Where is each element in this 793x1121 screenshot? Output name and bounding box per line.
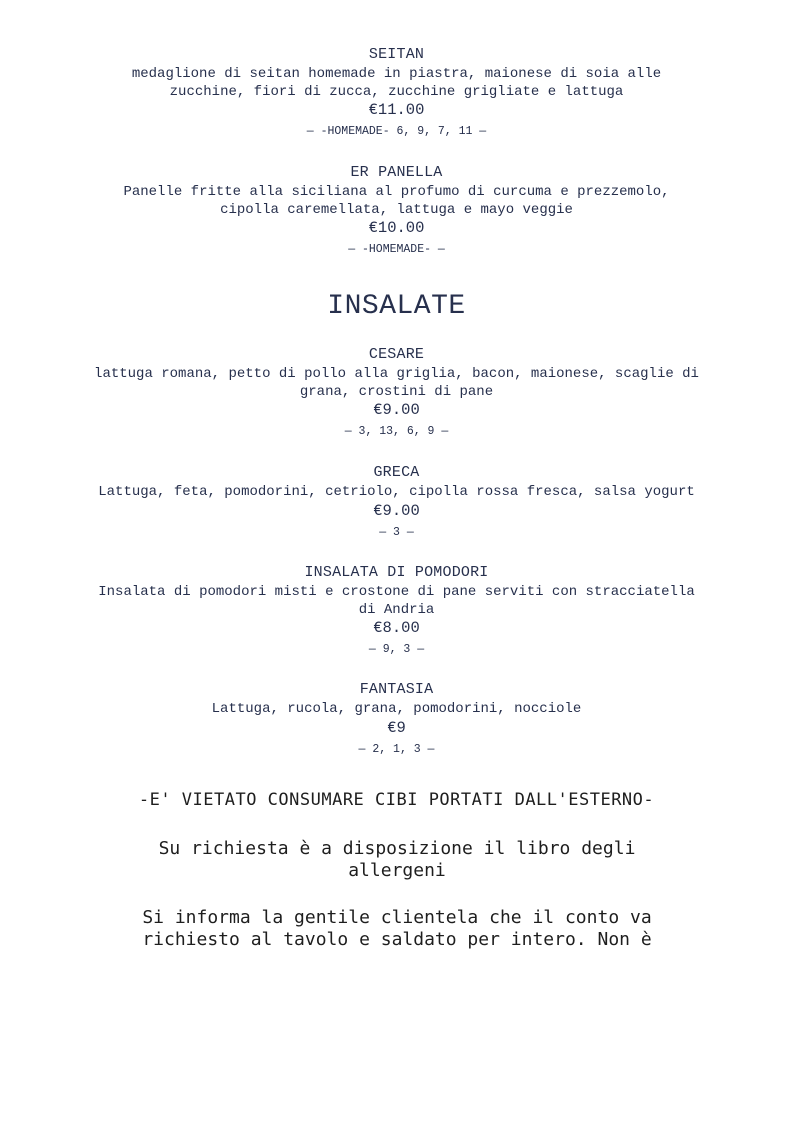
dish-name: FANTASIA [359, 681, 434, 698]
notice-no-outside-food: -E' VIETATO CONSUMARE CIBI PORTATI DALL'ESTERNO- [138, 790, 655, 810]
menu-item-cesare [90, 346, 703, 439]
menu-item-er-panella [90, 164, 703, 257]
dish-description: medaglione di seitan homemade in piastra, maionese di soia alle zucchine, fiori di zucca, zucchine grigliate e lattuga [131, 66, 662, 100]
dish-description: lattuga romana, petto di pollo alla griglia, bacon, maionese, scaglie di grana, crostini di pane [94, 366, 699, 400]
dish-name: INSALATA DI POMODORI [304, 564, 489, 581]
dish-price: €9.00 [373, 401, 420, 419]
dish-allergens: — 9, 3 — [368, 643, 425, 656]
dish-name: CESARE [368, 346, 425, 363]
dish-name: ER PANELLA [350, 164, 443, 181]
dish-name: GRECA [373, 464, 420, 481]
dish-allergens: — 3, 13, 6, 9 — [344, 425, 449, 438]
dish-description: Insalata di pomodori misti e crostone di pane serviti con stracciatella di Andria [98, 584, 695, 618]
dish-name: SEITAN [368, 46, 425, 63]
dish-price: €9 [387, 718, 406, 737]
menu-item-seitan [90, 46, 703, 139]
dish-price: €9.00 [373, 501, 420, 520]
menu-item-insalata-di-pomodori [90, 564, 703, 657]
dish-description: Lattuga, rucola, grana, pomodorini, nocciole [211, 701, 582, 717]
dish-description: Panelle fritte alla siciliana al profumo di curcuma e prezzemolo, cipolla caremellata, lattuga e mayo veggie [123, 184, 670, 218]
dish-price: €11.00 [368, 101, 425, 119]
dish-price: €8.00 [373, 619, 420, 637]
dish-description: Lattuga, feta, pomodorini, cetriolo, cipolla rossa fresca, salsa yogurt [98, 484, 695, 500]
menu-item-greca [90, 464, 703, 540]
dish-allergens: — -HOMEMADE- 6, 9, 7, 11 — [306, 125, 487, 138]
dish-allergens: — -HOMEMADE- — [348, 243, 445, 256]
dish-allergens: — 2, 1, 3 — [358, 742, 435, 756]
menu-item-fantasia [90, 681, 703, 757]
notice-allergen-book: Su richiesta è a disposizione il libro degli allergeni [158, 838, 636, 881]
dish-price: €10.00 [368, 219, 425, 237]
section-title-insalate: INSALATE [327, 291, 466, 322]
dish-allergens: — 3 — [379, 525, 414, 539]
notice-bill-info: Si informa la gentile clientela che il conto va richiesto al tavolo e saldato per intero. Non è [142, 907, 652, 950]
